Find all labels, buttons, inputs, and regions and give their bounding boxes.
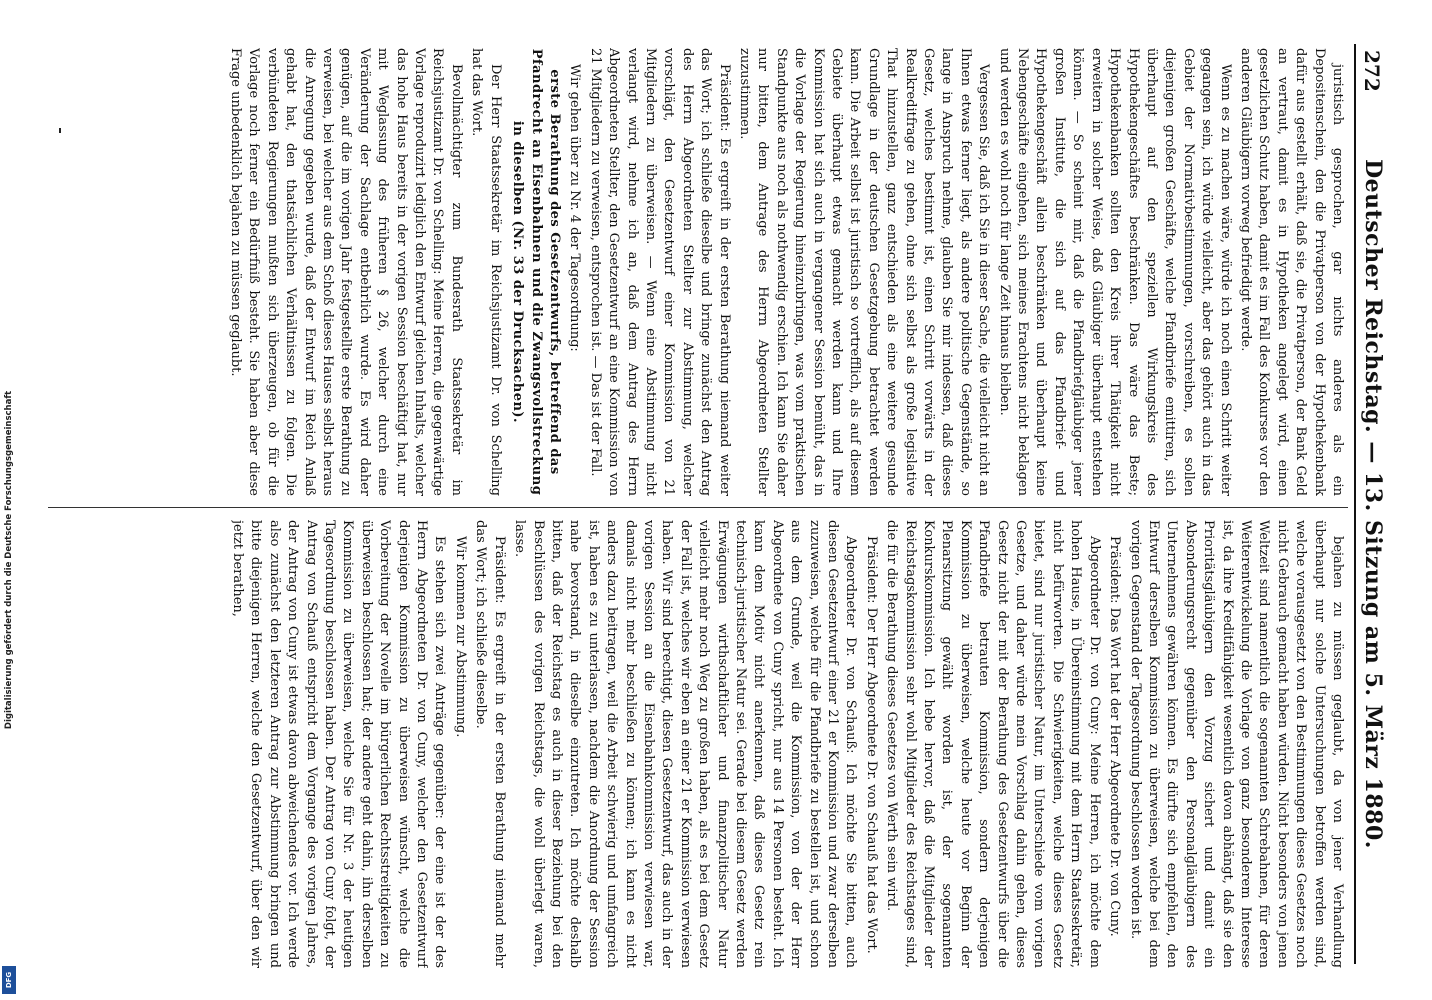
paragraph: juristisch gesprochen, gar nichts anderes als ein Depositenschein, den die Privatperson von der Hypothekenbank dafür aus gestellt erhält, daß sie, die Privatperson, der Bank Geld an vertraut, damit es in Hypotheken angelegt wird, einen gesetzlichen Schutz haben, damit es im Fall des Konkurses vor den anderen Gläubigern vorweg befriedigt werde.	[1237, 48, 1345, 496]
paragraph: Abgeordneter Dr. von Cuny: Meine Herren, ich möchte dem hohen Hause, in Übereinstimmung mit dem Herrn Staatssekretär, nicht befürworten. Die Schwierigkeiten, welche dieses Gesetz bietet, sind nur juristischer Natur, im Unterschiede vom vorigen Gesetze, und daher würde mein Vorschlag dahin gehen, dieses Gesetz nicht der mit der Berathung des Gesetzentwurfs über die Pfandbriefe betrauten Kommission, sondern derjenigen Kommission zu überweisen, welche heute vor Beginn der Plenarsitzung gewählt worden ist, der sogenannten Konkurskommission. Ich hebe hervor, daß die Mitglieder der Reichstagskommission sehr wohl Mitglieder des Reichstages sind, die für die Berathung dieses Gesetzes von Werth sein wird.	[884, 520, 1102, 968]
left-column	[46, 48, 1346, 496]
paragraph: Vergessen Sie, daß ich Sie in dieser Sache, die vielleicht nicht an Ihnen etwas ferner liegt, als andere politische Gegenstände, so lange in Anspruch nehme, glauben Sie mir indessen, daß dieses Gesetz, welches bestimmt ist, einen Schritt vorwärts in der Realkreditfrage zu gehen, ohne sich selbst als große legislative That hinzustellen, ganz entschieden als eine weitere gesunde Grundlage in der deutschen Gesetzgebung betrachtet werden kann. Die Arbeit selbst ist juristisch so vortrefflich, als auf diesem Gebiete überhaupt etwas gemacht werden kann und Ihre Kommission hat sich auch in vergangener Session bemüht, das in die Vorlage der Regierung hineinzubringen, was vom praktischen Standpunkte aus noch als nothwendig erschien. Ich kann Sie daher nur bitten, dem Antrage des Herrn Abgeordneten Stellter zuzustimmen.	[737, 48, 992, 496]
paragraph: Es stehen sich zwei Anträge gegenüber: der eine ist der des Herrn Abgeordneten Dr. von Cuny, welcher den Gesetzentwurf derjenigen Kommission zu überweisen wünscht, welche die Vorbereitung der Novelle im bürgerlichen Rechtsstreitigkeiten zu überweisen beschlossen hat; der andere geht dahin, ihn derselben Kommission zu überweisen, welche Sie für Nr. 3 der heutigen Tagesordnung beschlossen haben. Der Antrag von Cuny folgt, der Antrag von Schauß entspricht dem Vorgange des vorigen Jahres, der Antrag von Cuny ist etwas davon abweichendes vor. Ich werde also zunächst den letzteren Antrag zur Abstimmung bringen und bitte diejenigen Herren, welche den Gesetzentwurf, über den wir jetzt berathen,	[230, 520, 448, 968]
paragraph: Abgeordneter Dr. von Schauß: Ich möchte Sie bitten, auch diesen Gesetzentwurf einer 21 er Kommission und zwar derselben zuzuweisen, welche für die Pfandbriefe zu bestellen ist, und schon aus dem Grunde, weil die Kommission, von der der Herr Abgeordnete von Cuny spricht, nur aus 14 Personen besteht. Ich kann dem Motiv nicht anerkennen, daß dieses Gesetz rein technisch-juristischer Natur sei. Gerade bei diesem Gesetz werden Erwägungen wirthschaftlicher und finanzpolitischer Natur vielleicht mehr noch Weg zu großen haben, als es bei dem Gesetz der Fall ist, welches wir eben an einer 21 er Kommission verwiesen haben. Wir sind berechtigt, diesen Gesetzentwurf, das auch in der vorigen Session an die Eisenbahnkommission verwiesen war, damals nicht mehr beschließen zu können; ich kann es nicht anders dazu beitragen, weil die Arbeit schwierig und umfangreich ist, haben es zu unterlassen, nachdem die Anordnung der Session nahe bevorstand, in dieselbe einzutreten. Ich möchte deshalb bitten, daß der Reichstag es auch in dieser Beziehung bei den Beschlüssen des vorigen Reichstags, die wohl überlegt waren, lasse.	[512, 520, 859, 968]
speaker-intro: Der Herr Staatssekretär im Reichsjustizamt Dr. von Schelling hat das Wort.	[469, 48, 503, 496]
paragraph: Präsident: Es ergreift in der ersten Berathung niemand mehr das Wort; ich schließe dieselbe.	[473, 520, 507, 968]
paragraph: Präsident: Es ergreift in der ersten Berathung niemand weiter das Wort; ich schließe dieselbe und bringe zunächst den Antrag des Herrn Abgeordneten Stellter zur Abstimmung, welcher vorschlägt, den Gesetzentwurf einer Kommission von 21 Mitgliedern zu überweisen. — Wenn eine Abstimmung nicht verlangt wird, nehme ich an, daß dem Antrag des Herrn Abgeordneten Stellter, den Gesetzentwurf an eine Kommission von 21 Mitgliedern zu verweisen, entsprochen ist. — Das ist der Fall.	[587, 48, 732, 496]
right-column	[46, 520, 1346, 968]
paragraph: Wir gehen über zu Nr. 4 der Tagesordnung:	[567, 64, 583, 352]
paragraph: Präsident: Der Herr Abgeordnete Dr. von Schauß hat das Wort.	[863, 536, 879, 954]
digitization-credit-strip	[0, 0, 18, 1000]
running-title: Deutscher Reichstag. — 13. Sitzung am 5. März 1880.	[1360, 159, 1386, 849]
dfg-logo-text: DFG	[5, 971, 13, 989]
speech: Bevollmächtigter zum Bundesrath Staatssekretär im Reichsjustizamt Dr. von Schelling: Meine Herren, die gegenwärtige Vorlage reproduzirt lediglich den Entwurf gleichen Inhalts, welcher das hohe Haus bereits in der vorigen Session beschäftigt hat, nur mit Weglassung des früheren § 26, welcher durch eine Veränderung der Sachlage entbehrlich wurde. Es wird daher genügen, auf die im vorigen Jahr festgestellte erste Berathung zu verweisen, bei welcher aus dem Schoß dieses Hauses selbst heraus die Anregung gegeben wurde, daß der Entwurf im Reich Anlaß gehabt hat, den thatsächlichen Verhältnissen zu folgen. Die verbündeten Regierungen mußten sich überzeugen, ob für die Vorlage noch ferner ein Bedürfniß besteht. Sie haben aber diese Frage unbedenklich bejahen zu müssen geglaubt.	[228, 48, 464, 496]
digitization-credit: Digitalisierung gefördert durch die Deutsche Forschungsgemeinschaft	[4, 390, 14, 730]
paragraph: Wenn es zu machen wäre, würde ich noch einen Schritt weiter gegangen sein, ich würde vielleicht, aber das gehört auch in das Gebiet der Normativbestimmungen, vorschreiben, es sollen diejenigen großen Geschäfte, welche Pfandbriefe emittiren, sich überhaupt auf den speziellen Wirkungskreis des Hypothekengeschäftes beschränken. Das wäre das Beste; Hypothekenbanken sollten den Kreis ihrer Thätigkeit nicht erweitern in solcher Weise, daß Gläubiger überhaupt entstehen können. — So scheint mir, daß die Pfandbriefgläubiger jener großen Institute, die sich auf das Pfandbrief- und Hypothekengeschäft allein beschränken und überhaupt keine Nebengeschäfte eingehen, sich meines Erachtens nicht beklagen und werden es wohl noch für lange Zeit hinaus bleiben.	[996, 48, 1233, 496]
column-divider	[48, 507, 1348, 508]
scanned-page	[30, 34, 1392, 974]
rotated-page-content	[30, 34, 1392, 974]
agenda-motion: erste Berathung des Gesetzentwurfs, betreffend das Pfandrecht an Eisenbahnen und die Zwangsvollstreckung in dieselben (Nr. 33 der Drucksachen).	[510, 48, 562, 496]
paragraph: bejahen zu müssen geglaubt, da von jener Verhandlung überhaupt nur solche Untersuchungen betroffen werden sind, welche vorausgesetzt von den Bestimmungen dieses Gesetzes noch nicht Gebrauch gemacht haben würden. Nicht besonders von jenen Weltzeit sind namentlich die sogenannten Schrebahnen, für deren Weiterentwickelung die Vorlage von ganz besonderem Interesse ist, da ihre Kreditfähigkeit wesentlich davon abhängt, daß sie den Prioritätsgläubigern den Vorzug sichert und damit ein Absonderungsrecht gegenüber den Personalgläubigern des Unternehmens gewähren können. Es dürfte sich empfehlen, den Entwurf derselben Kommission zu überweisen, welche bei dem vorigen Gegenstand der Tagesordnung beschlossen worden ist.	[1127, 520, 1345, 968]
dfg-logo	[2, 966, 16, 994]
paragraph: Präsident: Das Wort hat der Herr Abgeordnete Dr. von Cuny.	[1107, 536, 1123, 937]
page-header	[1354, 44, 1388, 964]
paragraph: Wir kommen zur Abstimmung.	[452, 536, 468, 738]
page-number: 272	[1360, 50, 1384, 92]
